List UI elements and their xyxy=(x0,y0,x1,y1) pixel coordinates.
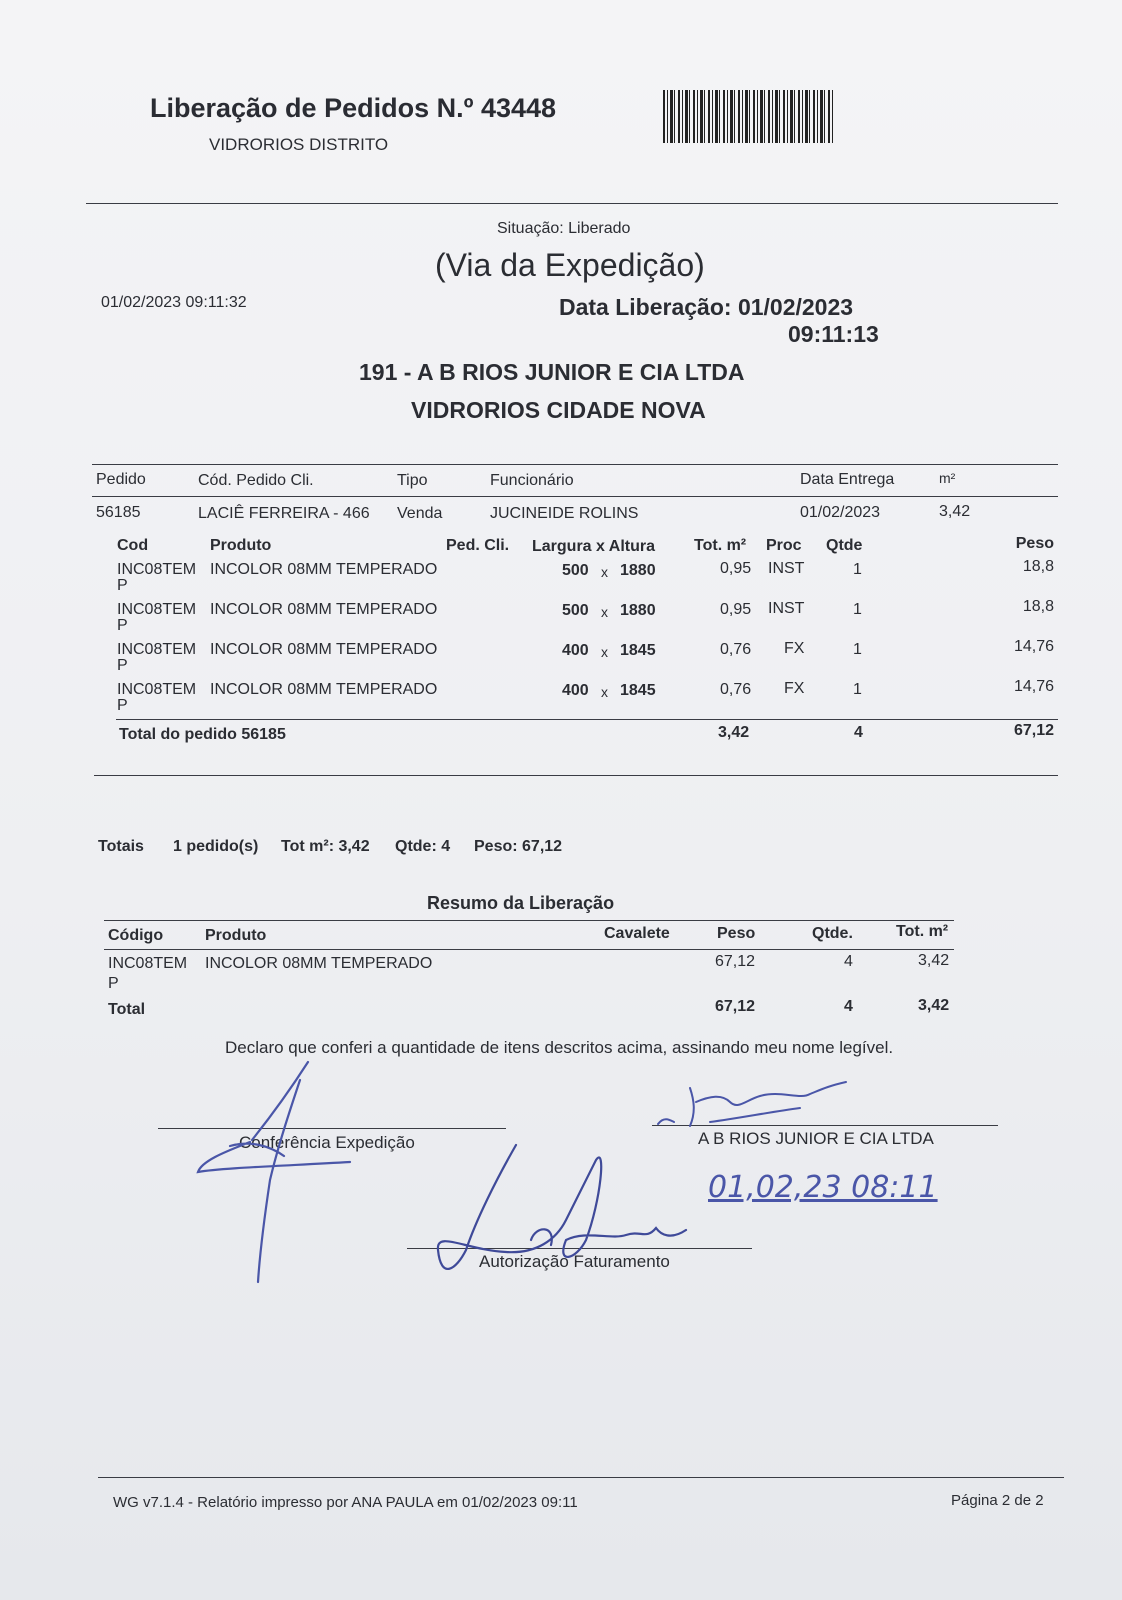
footer-left: WG v7.1.4 - Relatório impresso por ANA PAULA em 01/02/2023 09:11 xyxy=(113,1494,578,1511)
item-qtde: 1 xyxy=(853,641,862,658)
item-tot-m2: 0,76 xyxy=(720,681,752,698)
item-largura: 500 xyxy=(562,602,589,619)
item-produto: INCOLOR 08MM TEMPERADO xyxy=(210,601,438,618)
item-cod-wrap: P xyxy=(117,657,128,674)
summary-col-tot-m2: Tot. m² xyxy=(896,923,949,940)
barcode-icon xyxy=(663,90,835,143)
company-name: VIDRORIOS DISTRITO xyxy=(209,135,389,154)
item-qtde: 1 xyxy=(853,601,862,618)
situation-label: Situação: Liberado xyxy=(497,220,631,237)
order-data-entrega: 01/02/2023 xyxy=(800,504,881,521)
order-table-header-rule xyxy=(92,496,1058,497)
signature-conferencia-icon xyxy=(190,1050,360,1290)
summary-row-cod-wrap: P xyxy=(108,975,119,992)
totals-pedidos: 1 pedido(s) xyxy=(173,838,259,855)
footer-page-number: Página 2 de 2 xyxy=(951,1492,1044,1509)
summary-total-label: Total xyxy=(108,1001,146,1018)
summary-row-peso: 67,12 xyxy=(715,953,756,970)
order-pedido: 56185 xyxy=(96,504,141,521)
signature-label-conferencia: Conferência Expedição xyxy=(239,1133,415,1152)
item-peso: 14,76 xyxy=(1013,638,1054,655)
item-tot-m2: 0,76 xyxy=(720,641,752,658)
items-bottom-rule xyxy=(94,775,1058,776)
release-time: 09:11:13 xyxy=(788,321,879,347)
client-branch: VIDRORIOS CIDADE NOVA xyxy=(411,397,706,423)
items-col-dims: Largura x Altura xyxy=(532,538,655,555)
summary-col-peso: Peso xyxy=(717,925,756,942)
item-proc: FX xyxy=(784,680,805,697)
item-produto: INCOLOR 08MM TEMPERADO xyxy=(210,641,438,658)
summary-total-peso: 67,12 xyxy=(715,998,756,1015)
col-data-entrega: Data Entrega xyxy=(800,471,895,488)
col-tipo: Tipo xyxy=(397,472,428,489)
summary-col-qtde: Qtde. xyxy=(812,925,853,942)
order-cod-cli: LACIÊ FERREIRA - 466 xyxy=(198,505,370,522)
item-cod: INC08TEM xyxy=(117,601,197,618)
item-cod: INC08TEM xyxy=(117,681,197,698)
totals-peso: Peso: 67,12 xyxy=(474,838,563,855)
item-produto: INCOLOR 08MM TEMPERADO xyxy=(210,681,438,698)
item-largura: 500 xyxy=(562,562,589,579)
item-tot-m2: 0,95 xyxy=(720,560,752,577)
summary-col-produto: Produto xyxy=(205,927,267,944)
col-pedido: Pedido xyxy=(96,471,146,488)
release-date: Data Liberação: 01/02/2023 xyxy=(559,294,854,320)
summary-row-qtde: 4 xyxy=(844,953,853,970)
item-x: x xyxy=(601,604,608,620)
item-peso: 14,76 xyxy=(1013,678,1054,695)
item-cod: INC08TEM xyxy=(117,561,197,578)
summary-total-qtde: 4 xyxy=(844,998,853,1015)
items-col-cod: Cod xyxy=(117,537,149,554)
item-x: x xyxy=(601,644,608,660)
items-col-proc: Proc xyxy=(766,537,802,554)
summary-total-tot-m2: 3,42 xyxy=(918,997,950,1014)
summary-col-cavalete: Cavalete xyxy=(604,925,670,942)
header-divider xyxy=(86,203,1058,204)
item-produto: INCOLOR 08MM TEMPERADO xyxy=(210,561,438,578)
item-proc: INST xyxy=(768,600,805,617)
item-x: x xyxy=(601,684,608,700)
items-col-peso: Peso xyxy=(1015,535,1054,552)
items-col-produto: Produto xyxy=(210,537,272,554)
order-total-label: Total do pedido 56185 xyxy=(119,726,286,743)
col-cod-pedido-cli: Cód. Pedido Cli. xyxy=(198,472,314,489)
col-m2: m² xyxy=(939,470,956,486)
item-qtde: 1 xyxy=(853,561,862,578)
items-total-rule xyxy=(116,719,1058,720)
order-m2: 3,42 xyxy=(939,503,971,520)
signature-label-autorizacao: Autorização Faturamento xyxy=(479,1252,670,1271)
item-x: x xyxy=(601,564,608,580)
items-col-ped-cli: Ped. Cli. xyxy=(446,537,510,554)
item-cod-wrap: P xyxy=(117,577,128,594)
order-total-qtde: 4 xyxy=(854,724,863,741)
summary-title: Resumo da Liberação xyxy=(427,893,615,913)
item-peso: 18,8 xyxy=(1022,598,1054,615)
signature-client-icon xyxy=(650,1080,850,1140)
item-altura: 1845 xyxy=(620,642,656,659)
item-largura: 400 xyxy=(562,642,589,659)
items-col-qtde: Qtde xyxy=(826,537,863,554)
item-qtde: 1 xyxy=(853,681,862,698)
item-proc: INST xyxy=(768,560,805,577)
order-total-peso: 67,12 xyxy=(1013,722,1054,739)
document-title: Liberação de Pedidos N.º 43448 xyxy=(150,93,557,123)
totals-qtde: Qtde: 4 xyxy=(395,838,451,855)
print-datetime: 01/02/2023 09:11:32 xyxy=(101,294,247,311)
item-peso: 18,8 xyxy=(1022,558,1054,575)
item-largura: 400 xyxy=(562,682,589,699)
via-label: (Via da Expedição) xyxy=(435,247,705,283)
col-funcionario: Funcionário xyxy=(490,472,574,489)
order-funcionario: JUCINEIDE ROLINS xyxy=(490,505,639,522)
summary-row-tot-m2: 3,42 xyxy=(918,952,950,969)
item-tot-m2: 0,95 xyxy=(720,601,752,618)
summary-row-cod: INC08TEM xyxy=(108,955,188,972)
item-altura: 1880 xyxy=(620,562,656,579)
handwritten-date: 01,02,23 08:11 xyxy=(708,1170,938,1205)
item-cod-wrap: P xyxy=(117,617,128,634)
order-table-top-rule xyxy=(92,464,1058,465)
item-altura: 1845 xyxy=(620,682,656,699)
items-col-tot-m2: Tot. m² xyxy=(694,537,747,554)
footer-rule xyxy=(98,1477,1064,1478)
order-tipo: Venda xyxy=(397,505,443,522)
order-total-m2: 3,42 xyxy=(718,724,750,741)
summary-header-rule xyxy=(104,949,954,950)
item-altura: 1880 xyxy=(620,602,656,619)
signature-label-client: A B RIOS JUNIOR E CIA LTDA xyxy=(698,1129,934,1148)
summary-col-codigo: Código xyxy=(108,927,164,944)
signature-autorizacao-icon xyxy=(436,1140,696,1290)
summary-top-rule xyxy=(104,920,954,921)
item-cod: INC08TEM xyxy=(117,641,197,658)
item-cod-wrap: P xyxy=(117,697,128,714)
summary-row-produto: INCOLOR 08MM TEMPERADO xyxy=(205,955,433,972)
client-name: 191 - A B RIOS JUNIOR E CIA LTDA xyxy=(359,359,745,385)
item-proc: FX xyxy=(784,640,805,657)
totals-m2: Tot m²: 3,42 xyxy=(281,838,370,855)
declaration-text: Declaro que conferi a quantidade de itens descritos acima, assinando meu nome legível. xyxy=(225,1038,894,1057)
totals-label: Totais xyxy=(98,838,144,855)
